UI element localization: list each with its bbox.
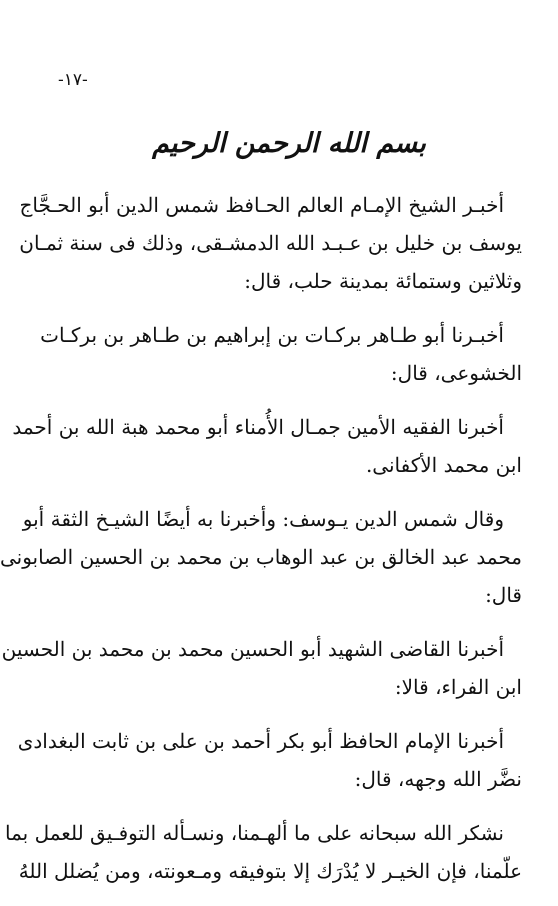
paragraph: [5, 814, 522, 890]
page-number: -١٧-: [58, 70, 88, 90]
basmala-heading: بسم الله الرحمن الرحيم: [152, 128, 426, 159]
paragraph: [17, 722, 522, 798]
paragraph: [19, 186, 522, 300]
text-line: أخبـرنا أبو طـاهر بركـات بن إبراهيم بن طـاهر بن بركـات: [40, 323, 504, 347]
paragraph: [0, 500, 522, 614]
text-line: وقال شمس الدين يـوسف: وأخبرنا به أيضًا الشيـخ الثقة أبو: [22, 507, 504, 531]
text-line: يوسف بن خليل بن عـبـد الله الدمشـقى، وذلك فى سنة ثمـان: [19, 231, 522, 255]
text-line: ابن الفراء، قالا:: [394, 675, 522, 699]
text-line: قال:: [485, 583, 522, 607]
text-line: محمد عبد الخالق بن عبد الوهاب بن محمد بن الحسين الصابونى: [0, 545, 522, 569]
text-line: ابن محمد الأكفانى.: [365, 453, 522, 477]
text-line: الخشوعى، قال:: [390, 361, 522, 385]
text-line: نشكر الله سبحانه على ما ألهـمنا، ونسـأله التوفـيق للعمل بما: [5, 821, 504, 845]
text-line: أخبـر الشيخ الإمـام العالم الحـافظ شمس الدين أبو الحـجَّاج: [19, 193, 504, 217]
text-line: وثلاثين وستمائة بمدينة حلب، قال:: [244, 269, 522, 293]
paragraph: [12, 408, 522, 484]
text-line: أخبرنا الفقيه الأمين جمـال الأُمناء أبو محمد هبة الله بن أحمد: [12, 415, 504, 439]
text-line: أخبرنا الإمام الحافظ أبو بكر أحمد بن على بن ثابت البغدادى: [17, 729, 504, 753]
paragraph: [1, 630, 522, 706]
paragraph: [40, 316, 522, 392]
text-line: أخبرنا القاضى الشهيد أبو الحسين محمد بن محمد بن الحسين: [1, 637, 504, 661]
text-line: نضَّر الله وجهه، قال:: [354, 767, 522, 791]
text-line: علّمنا، فإن الخيـر لا يُدْرَك إلا بتوفيقه ومـعونته، ومن يُضلل اللهُ: [18, 859, 522, 883]
body-text: [0, 186, 522, 906]
